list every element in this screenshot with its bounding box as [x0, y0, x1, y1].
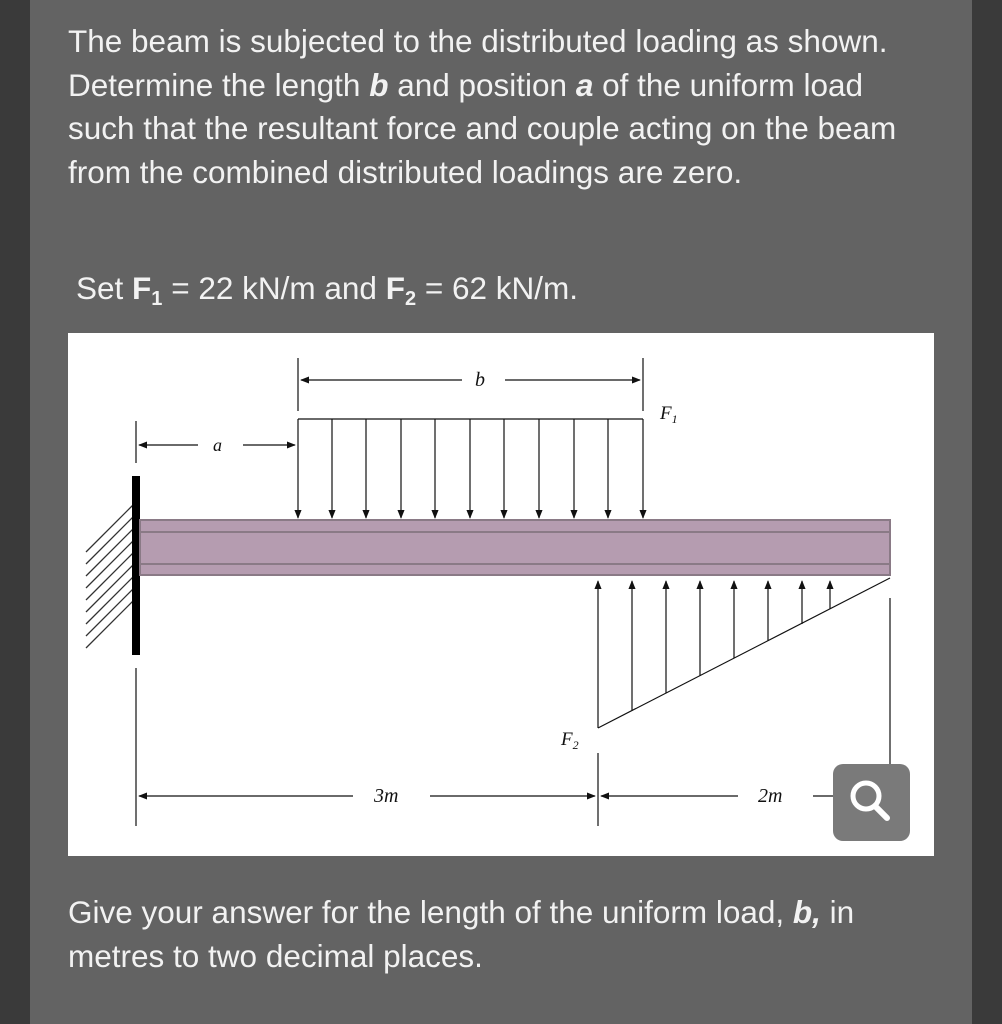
triangular-load	[598, 578, 890, 728]
dimension-2m-label: 2m	[758, 785, 783, 807]
beam	[140, 520, 890, 575]
question-text-part: of the uniform load such that the resultant force and couple acting on the beam from the combined distributed loadings are zero.	[68, 66, 897, 190]
answer-prompt-part: in metres to two decimal places.	[68, 894, 855, 974]
answer-prompt-part: Give your answer for the length of the uniform load,	[68, 894, 793, 930]
f2-subscript: 2	[404, 288, 417, 310]
question-panel	[30, 0, 972, 1024]
question-text	[68, 20, 928, 194]
f1-subscript: 1	[151, 288, 163, 310]
f1-symbol: F	[132, 270, 152, 306]
dimension-3m-label: 3m	[374, 785, 399, 807]
variable-a: a	[575, 66, 594, 103]
f1-value: = 22 kN/m and	[171, 270, 377, 306]
parameter-line	[76, 263, 578, 313]
question-text-part: and position	[388, 66, 576, 103]
zoom-button[interactable]	[833, 764, 910, 841]
label-a: a	[213, 435, 222, 455]
uniform-load	[298, 419, 643, 518]
f2-value: = 62 kN/m.	[424, 270, 579, 306]
beam-figure	[68, 333, 934, 856]
question-text-part: The beam is subjected to the distributed loading as shown. Determine the length	[68, 23, 888, 103]
wall-support	[132, 476, 140, 655]
answer-prompt	[68, 891, 928, 978]
variable-b: b,	[792, 894, 821, 930]
set-label: Set	[76, 270, 124, 306]
wall-hatch	[86, 503, 135, 648]
label-b: b	[475, 369, 485, 391]
label-f2: $F_2$	[561, 729, 579, 752]
label-f1: $F_1$	[660, 403, 678, 426]
magnifier-icon	[833, 764, 910, 841]
dimension-b	[298, 358, 643, 411]
variable-b: b	[369, 66, 389, 103]
beam-diagram	[68, 333, 934, 856]
f2-symbol: F	[385, 270, 405, 306]
